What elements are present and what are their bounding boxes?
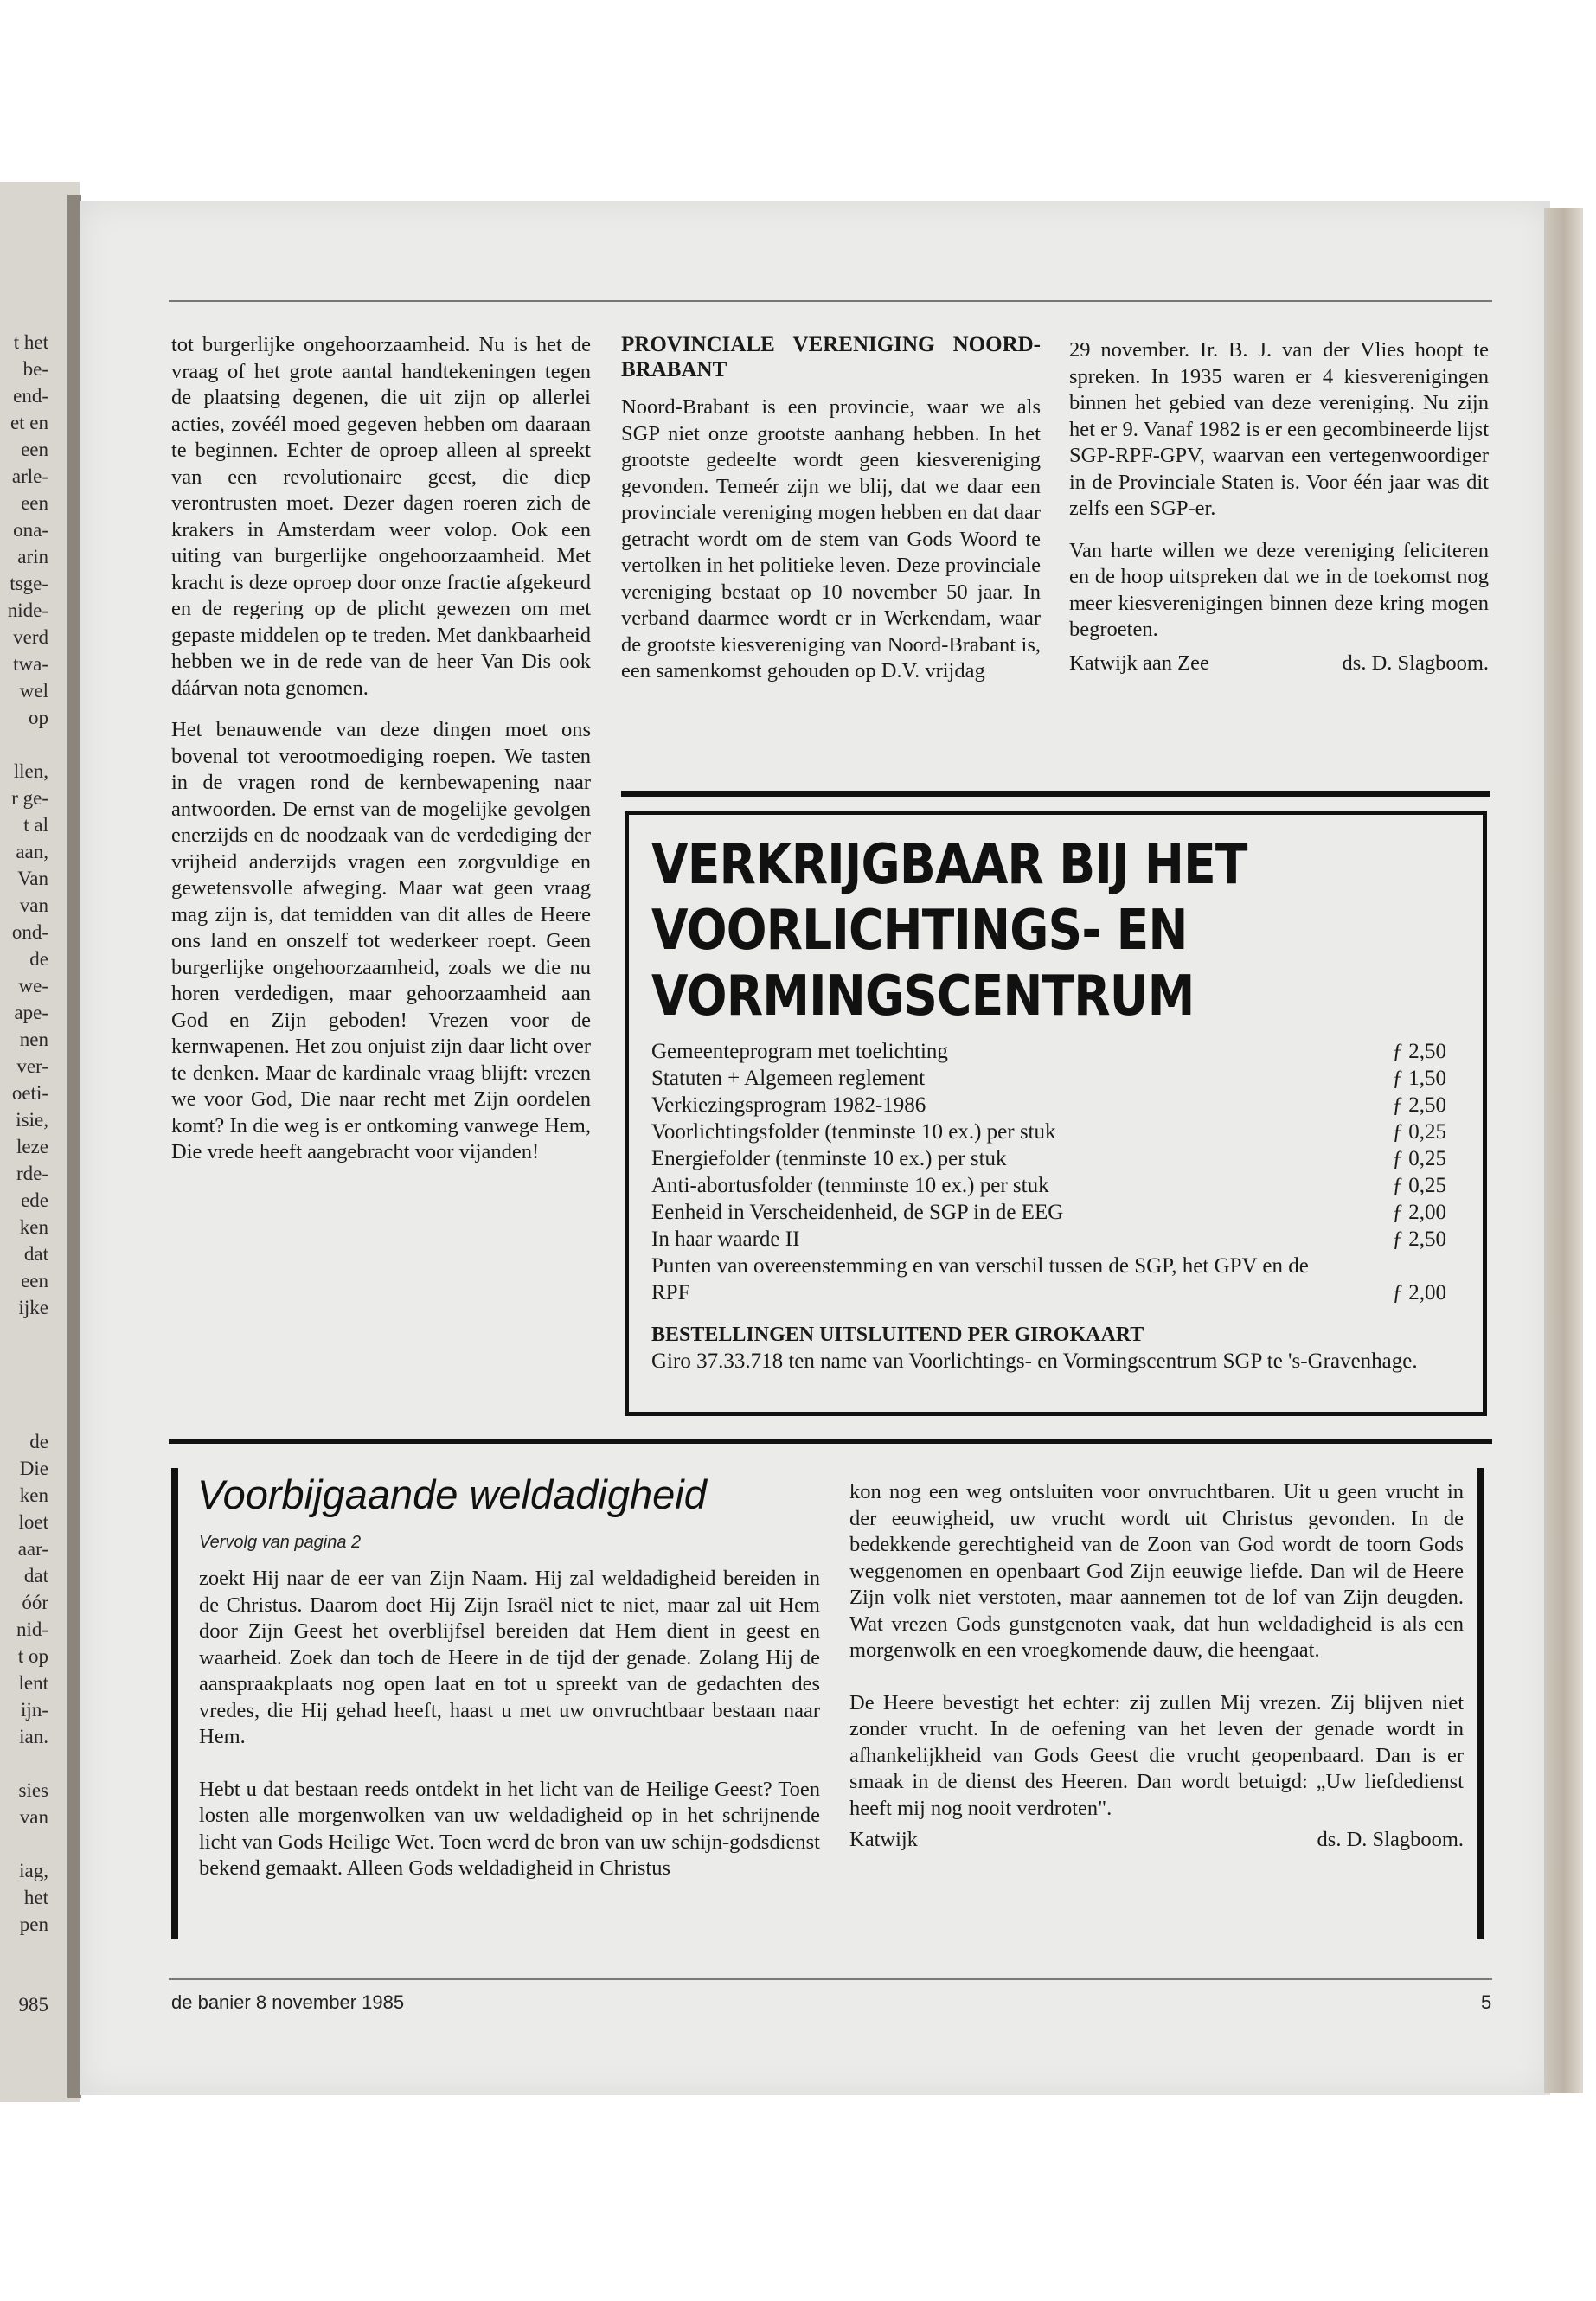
margin-fragment xyxy=(0,1348,48,1375)
margin-fragment: r ge- xyxy=(11,787,48,809)
margin-fragment: end- xyxy=(13,385,48,407)
margin-fragment xyxy=(0,1938,48,1965)
ad-item-price: ƒ 2,50 xyxy=(1392,1227,1446,1251)
col3-place: Katwijk aan Zee xyxy=(1069,651,1209,675)
ad-item-name: Voorlichtingsfolder (tenminste 10 ex.) per stuk xyxy=(651,1120,1056,1144)
col1-paragraph-1: tot burgerlijke ongehoorzaamheid. Nu is het de vraag of het grote aantal handtekeningen tegen de plaatsing degenen, die uit zijn op allerlei acties, zovéél moed gegeven hebben om daaraan te beginnen. Echter de oproep alleen al spreekt van een revolutionaire geest, die diep verontrusten moet. Dezer dagen roeren zich de krakers in Amsterdam weer volop. Ook een uiting van burgerlijke ongehoorzaamheid. Met kracht is deze oproep door onze fractie afgekeurd en de regering op de plicht gewezen om met gepaste middelen op te treden. Met dankbaarheid hebben we in de rede van de heer Van Dis ook dáárvan nota genomen. xyxy=(171,333,591,700)
ad-item-price: ƒ 1,50 xyxy=(1392,1067,1446,1090)
ad-item-name: Energiefolder (tenminste 10 ex.) per stuk xyxy=(651,1147,1007,1170)
column-2 xyxy=(621,332,1041,701)
bottom-rule xyxy=(169,1978,1492,1980)
margin-fragment xyxy=(0,1965,48,1991)
margin-fragment: leze xyxy=(16,1136,48,1157)
margin-fragment xyxy=(0,1375,48,1401)
ad-title-line-2: VOORLICHTINGS- EN xyxy=(651,899,1188,963)
margin-fragment: een xyxy=(21,439,48,460)
ad-item-price: ƒ 2,00 xyxy=(1392,1281,1446,1304)
margin-fragment: be- xyxy=(22,358,48,380)
margin-fragment: t al xyxy=(23,814,48,836)
margin-fragment: ken xyxy=(19,1484,48,1506)
margin-fragment: een xyxy=(21,1270,48,1292)
previous-page-margin-text xyxy=(0,329,48,2018)
ad-item xyxy=(651,1145,1465,1172)
col3-paragraph-1: 29 november. Ir. B. J. van der Vlies hoopt te spreken. In 1935 waren er 4 kiesverenigingen binnen het gebied van deze vereniging. Nu zijn het er 9. Vanaf 1982 is er een gecombineerde lijst SGP-RPF-GPV, waarvan een vertegenwoordiger in de Provinciale Staten is. Voor één jaar was dit zelfs een SGP-er. xyxy=(1069,338,1489,520)
ad-item-price: ƒ 2,50 xyxy=(1392,1040,1446,1063)
ad-item xyxy=(651,1172,1465,1199)
margin-fragment: ape- xyxy=(14,1002,48,1023)
margin-fragment: op xyxy=(29,707,48,728)
article-left-column xyxy=(199,1566,820,1898)
margin-fragment: rde- xyxy=(16,1163,48,1184)
ad-item-name: Anti-abortusfolder (tenminste 10 ex.) per stuk xyxy=(651,1174,1049,1197)
col3-signature xyxy=(1069,651,1489,677)
margin-fragment: óór xyxy=(22,1592,48,1613)
article-right-bar xyxy=(1477,1468,1484,1939)
article-left-bar xyxy=(171,1468,178,1939)
margin-fragment: t op xyxy=(17,1645,48,1667)
column-3 xyxy=(1069,337,1489,676)
margin-fragment: aar- xyxy=(17,1538,48,1560)
margin-fragment: aan, xyxy=(16,841,48,862)
ad-item-name: Eenheid in Verscheidenheid, de SGP in de EEG xyxy=(651,1201,1064,1224)
col3-paragraph-2: Van harte willen we deze vereniging feliciteren en de hoop uitspreken dat we in de toekomst nog meer kiesverenigingen binnen deze kring mogen begroeten. xyxy=(1069,538,1489,641)
ad-item xyxy=(651,1199,1465,1226)
margin-fragment: 985 xyxy=(18,1994,48,2016)
margin-fragment: ona- xyxy=(13,519,48,541)
margin-fragment xyxy=(0,1401,48,1428)
page-edge-stack xyxy=(1544,208,1583,2093)
margin-fragment xyxy=(0,1830,48,1857)
top-rule xyxy=(169,300,1492,302)
footer-publication: de banier 8 november 1985 xyxy=(171,1991,405,2013)
article-left-paragraph-2: Hebt u dat bestaan reeds ontdekt in het licht van de Heilige Geest? Toen losten alle morgenwolken van uw weldadigheid op in het schrijnende licht van Gods Heilige Wet. Toen werd de bron van uw schijn-godsdienst bekend gemaakt. Alleen Gods weldadigheid in Christus xyxy=(199,1777,820,1880)
ad-order-heading: BESTELLINGEN UITSLUITEND PER GIROKAART xyxy=(651,1324,1144,1346)
margin-fragment: Die xyxy=(19,1458,48,1479)
ad-item xyxy=(651,1118,1465,1145)
margin-fragment: arin xyxy=(17,546,48,567)
margin-fragment: wel xyxy=(19,680,48,702)
ad-item xyxy=(651,1038,1465,1065)
ad-item xyxy=(651,1065,1465,1092)
ad-item xyxy=(651,1092,1465,1118)
ad-item-price: ƒ 2,00 xyxy=(1392,1201,1446,1224)
margin-fragment: et en xyxy=(10,412,48,433)
ad-item-name: Punten van overeenstemming en van verschil tussen de SGP, het GPV en de RPF xyxy=(651,1254,1309,1304)
ad-item-name: Verkiezingsprogram 1982-1986 xyxy=(651,1093,926,1117)
margin-fragment: de xyxy=(29,1431,48,1452)
ad-item-price: ƒ 0,25 xyxy=(1392,1120,1446,1144)
ad-item-name: Gemeenteprogram met toelichting xyxy=(651,1040,948,1063)
margin-fragment: we- xyxy=(18,975,48,997)
margin-fragment: ijn- xyxy=(21,1699,48,1721)
ad-item-price: ƒ 2,50 xyxy=(1392,1093,1446,1117)
margin-fragment: sies xyxy=(18,1779,48,1801)
margin-fragment: arle- xyxy=(11,465,48,487)
margin-fragment: iag, xyxy=(19,1860,48,1881)
article-title: Voorbijgaande weldadigheid xyxy=(197,1471,707,1517)
margin-fragment: isie, xyxy=(16,1109,48,1131)
ad-item xyxy=(651,1226,1465,1253)
margin-fragment xyxy=(0,1750,48,1777)
ad-title-line-1: VERKRIJGBAAR BIJ HET xyxy=(651,833,1247,897)
ad-item xyxy=(651,1253,1465,1306)
col3-author: ds. D. Slagboom. xyxy=(1342,651,1489,675)
article-signature xyxy=(849,1827,1464,1854)
margin-fragment: ken xyxy=(19,1216,48,1238)
margin-fragment: ijke xyxy=(18,1297,48,1318)
article-author: ds. D. Slagboom. xyxy=(1317,1828,1464,1851)
margin-fragment: van xyxy=(19,894,48,916)
ad-item-name: In haar waarde II xyxy=(651,1227,800,1251)
margin-fragment: tsge- xyxy=(10,573,48,594)
margin-fragment: een xyxy=(21,492,48,514)
footer-page-number: 5 xyxy=(1481,1991,1492,2013)
provincial-heading: PROVINCIALE VERENIGING NOORD-BRABANT xyxy=(621,333,1041,381)
margin-fragment: verd xyxy=(13,626,48,648)
margin-fragment: nid- xyxy=(16,1618,48,1640)
margin-fragment: dat xyxy=(23,1243,48,1265)
ad-order-text: Giro 37.33.718 ten name van Voorlichtings- en Vormingscentrum SGP te 's-Gravenhage. xyxy=(651,1349,1418,1373)
article-right-column xyxy=(849,1479,1464,1854)
article-subtitle: Vervolg van pagina 2 xyxy=(199,1533,362,1552)
col1-paragraph-2: Het benauwende van deze dingen moet ons bovenal tot verootmoediging roepen. We tasten in de vragen rond de kernbewapening naar antwoorden. De ernst van de mogelijke gevolgen enerzijds en de noodzaak van de verdediging der vrijheid anderzijds vragen een zorgvuldige en gewetensvolle afweging. Maar wat geen vraag mag zijn is, dat temidden van dit alles de Heere ons land en onszelf tot wederkeer roept. Geen burgerlijke ongehoorzaamheid, zoals we die nu horen verdedigen, maar gehoorzaamheid aan God en Zijn geboden! Vrezen voor de kernwapenen. Het zou onjuist zijn daar licht over te denken. Maar de kardinale vraag blijft: vrezen we voor God, Die naar recht met Zijn oordelen komt? In die weg is er ontkoming vanwege Hem, Die vrede heeft aangebracht voor vijanden! xyxy=(171,718,591,1163)
margin-fragment: pen xyxy=(19,1913,48,1935)
margin-fragment xyxy=(0,731,48,758)
margin-fragment: het xyxy=(23,1887,48,1908)
col2-paragraph: Noord-Brabant is een provincie, waar we als SGP niet onze grootste aanhang hebben. In het grootste gedeelte wordt geen kiesvereniging gevonden. Temeér zijn we blij, dat we daar een provinciale vereniging mogen hebben en dat daar getracht wordt om de stem van Gods Woord te vertolken in het politieke leven. Deze provinciale vereniging bestaat op 10 november 50 jaar. In verband daarmee wordt er in Werkendam, waar de grootste kiesvereniging van Noord-Brabant is, een samenkomst gehouden op D.V. vrijdag xyxy=(621,395,1041,683)
margin-fragment: ede xyxy=(21,1189,48,1211)
ad-item-name: Statuten + Algemeen reglement xyxy=(651,1067,926,1090)
margin-fragment: Van xyxy=(17,868,48,889)
margin-fragment xyxy=(0,1321,48,1348)
margin-fragment: dat xyxy=(23,1565,48,1586)
article-right-paragraph-2: De Heere bevestigt het echter: zij zullen Mij vrezen. Zij blijven niet zonder vrucht. In de oefening van het leven der genade wordt in afhankelijkheid van Gods Geest die vrucht geopenbaard. Dan is er smaak in de dienst des Heeren. Dan wordt betuigd: „Uw liefdedienst heeft mij nog nooit verdroten". xyxy=(849,1690,1464,1820)
margin-fragment: t het xyxy=(13,331,48,353)
article-top-rule xyxy=(169,1439,1492,1444)
margin-fragment: lent xyxy=(18,1672,48,1694)
article-right-paragraph-1: kon nog een weg ontsluiten voor onvruchtbaren. Uit u geen vrucht in der eeuwigheid, uw vrucht wordt uit Christus gevonden. In de bedekkende gerechtigheid van de Zoon van God wordt de toorn Gods weggenomen en openbaart God Zijn eeuwige liefde. Dan wil de Heere Zijn volk niet verstoten, maar aannemen tot de lof van Zijn deugden. Wat vrezen Gods gunstgenoten vaak, dat hun weldadigheid is als een morgenwolk en een vroegkomende dauw, die heengaat. xyxy=(849,1480,1464,1662)
margin-fragment: nide- xyxy=(7,599,48,621)
ad-item-price: ƒ 0,25 xyxy=(1392,1174,1446,1197)
margin-fragment: loet xyxy=(18,1511,48,1533)
margin-fragment: ond- xyxy=(11,921,48,943)
margin-fragment: van xyxy=(19,1806,48,1828)
ad-box xyxy=(625,811,1487,1416)
ad-item-price: ƒ 0,25 xyxy=(1392,1147,1446,1170)
margin-fragment: oeti- xyxy=(11,1082,48,1104)
margin-fragment: nen xyxy=(19,1029,48,1050)
ad-price-list xyxy=(651,1038,1465,1306)
article-place: Katwijk xyxy=(849,1828,918,1851)
column-1 xyxy=(171,332,591,1182)
margin-fragment: llen, xyxy=(13,760,48,782)
margin-fragment: ver- xyxy=(16,1055,48,1077)
margin-fragment: twa- xyxy=(13,653,48,675)
margin-fragment: ian. xyxy=(19,1726,48,1747)
ad-title-line-3: VORMINGSCENTRUM xyxy=(651,965,1195,1029)
ad-top-bar xyxy=(621,791,1490,797)
margin-fragment: de xyxy=(29,948,48,970)
article-left-paragraph-1: zoekt Hij naar de eer van Zijn Naam. Hij zal weldadigheid bereiden in de Christus. Daarom doet Hij Zijn Israël niet te niet, maar zal uit Hem door Zijn Geest het overblijfsel bereiden dat Hem dient in geest en waarheid. Zoek dan toch de Heere in de tijd der genade. Zolang Hij de aanspraakplaats nog open laat en tot u spreekt van de gedachten des vredes, die Hij gehad heeft, haast u met uw onvruchtbaar bestaan naar Hem. xyxy=(199,1567,820,1748)
